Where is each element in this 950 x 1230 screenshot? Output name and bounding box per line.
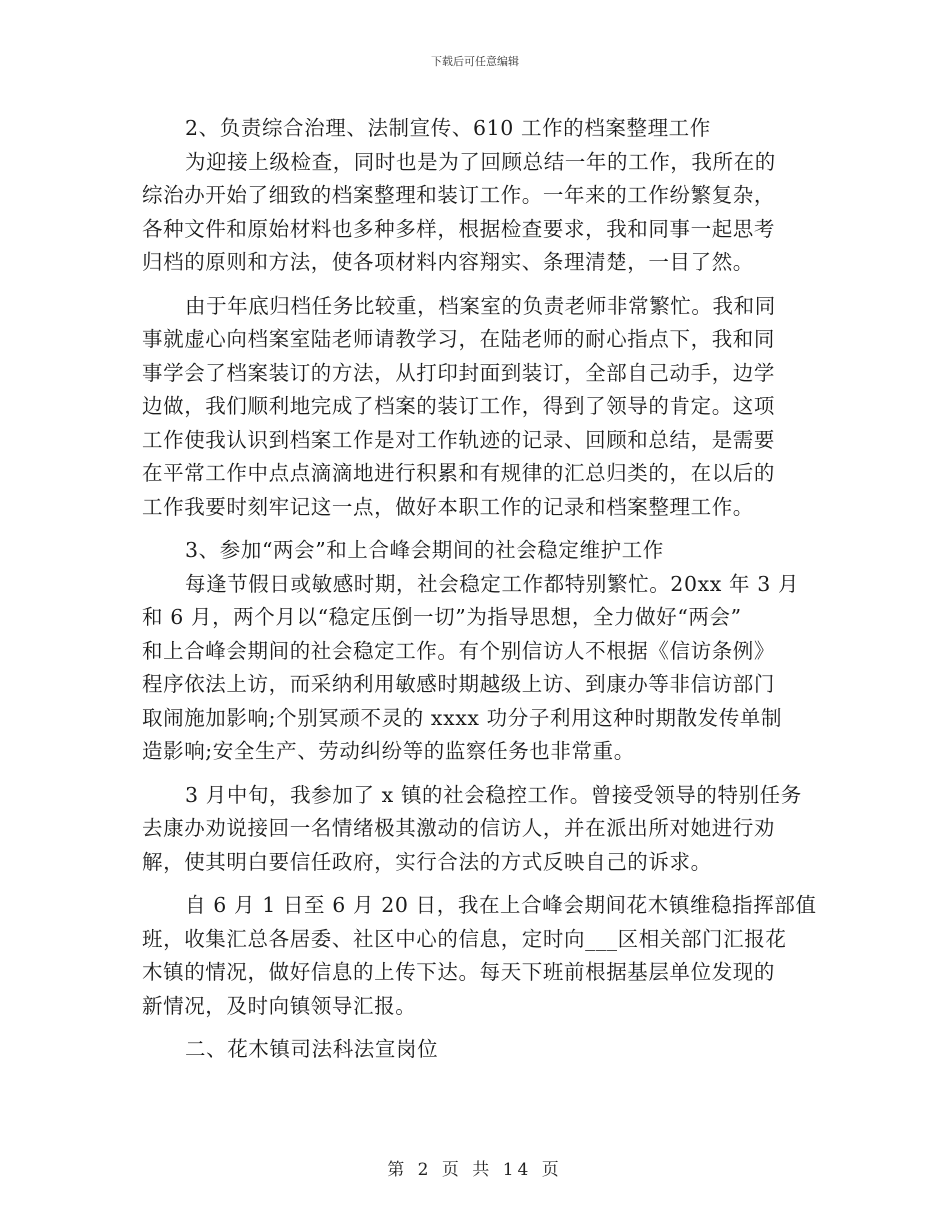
section-two-heading: 二、花木镇司法科法宣岗位 — [185, 1037, 439, 1061]
page-number: 第 2 页 共 14 页 — [387, 1160, 563, 1180]
paragraph-line: 在平常工作中点点滴滴地进行积累和有规律的汇总归类的，在以后的 — [142, 461, 775, 485]
paragraph-line: 去康办劝说接回一名情绪极其激动的信访人，并在派出所对她进行劝 — [142, 816, 775, 840]
paragraph-line: 事就虚心向档案室陆老师请教学习，在陆老师的耐心指点下，我和同 — [142, 327, 775, 351]
paragraph-line: 每逢节假日或敏感时期，社会稳定工作都特别繁忙。20xx 年 3 月 — [185, 571, 800, 596]
paragraph-1 — [142, 146, 812, 280]
paragraph-line: 由于年底归档任务比较重，档案室的负责老师非常繁忙。我和同 — [185, 293, 776, 318]
paragraph-line: 取闹施加影响;个别冥顽不灵的 xxxx 功分子利用这种时期散发传单制 — [142, 705, 783, 730]
paragraph-line: 工作我要时刻牢记这一点，做好本职工作的记录和档案整理工作。 — [142, 494, 754, 519]
paragraph-5 — [142, 889, 817, 1023]
paragraph-line: 归档的原则和方法，使各项材料内容翔实、条理清楚，一目了然。 — [142, 250, 754, 274]
paragraph-2 — [142, 290, 812, 525]
paragraph-line: 班，收集汇总各居委、社区中心的信息，定时向___区相关部门汇报花 — [142, 926, 787, 951]
paragraph-line: 造影响;安全生产、劳动纠纷等的监察任务也非常重。 — [142, 739, 635, 763]
paragraph-line: 木镇的情况，做好信息的上传下达。每天下班前根据基层单位发现的 — [142, 960, 775, 984]
paragraph-line: 各种文件和原始材料也多种多样，根据检查要求，我和同事一起思考 — [142, 216, 775, 241]
paragraph-3 — [142, 568, 812, 769]
paragraph-4 — [142, 779, 812, 880]
paragraph-line: 边做，我们顺利地完成了档案的装订工作，得到了领导的肯定。这项 — [142, 394, 775, 418]
paragraph-line: 程序依法上访，而采纳利用敏感时期越级上访、到康办等非信访部门 — [142, 672, 775, 696]
paragraph-line: 自 6 月 1 日至 6 月 20 日，我在上合峰会期间花木镇维稳指挥部值 — [185, 893, 817, 917]
paragraph-line: 事学会了档案装订的方法，从打印封面到装订，全部自己动手，边学 — [142, 360, 775, 385]
section-3-heading: 3、参加“两会”和上合峰会期间的社会稳定维护工作 — [185, 538, 664, 562]
paragraph-line: 工作使我认识到档案工作是对工作轨迹的记录、回顾和总结，是需要 — [142, 427, 775, 452]
document-body — [142, 112, 817, 1067]
paragraph-line: 为迎接上级检查，同时也是为了回顾总结一年的工作，我所在的 — [185, 149, 776, 174]
paragraph-line: 和上合峰会期间的社会稳定工作。有个别信访人不根据《信访条例》 — [142, 638, 775, 663]
paragraph-line: 解，使其明白要信任政府，实行合法的方式反映自己的诉求。 — [142, 849, 712, 874]
section-2-heading: 2、负责综合治理、法制宣传、610 工作的档案整理工作 — [185, 116, 711, 140]
paragraph-line: 综治办开始了细致的档案整理和装订工作。一年来的工作纷繁复杂， — [142, 183, 775, 207]
paragraph-line: 3 月中旬，我参加了 x 镇的社会稳控工作。曾接受领导的特别任务 — [185, 782, 802, 807]
page-header: 下载后可任意编辑 — [431, 55, 519, 68]
paragraph-line: 和 6 月，两个月以“稳定压倒一切”为指导思想，全力做好“两会” — [142, 605, 742, 629]
paragraph-line: 新情况，及时向镇领导汇报。 — [142, 993, 417, 1018]
